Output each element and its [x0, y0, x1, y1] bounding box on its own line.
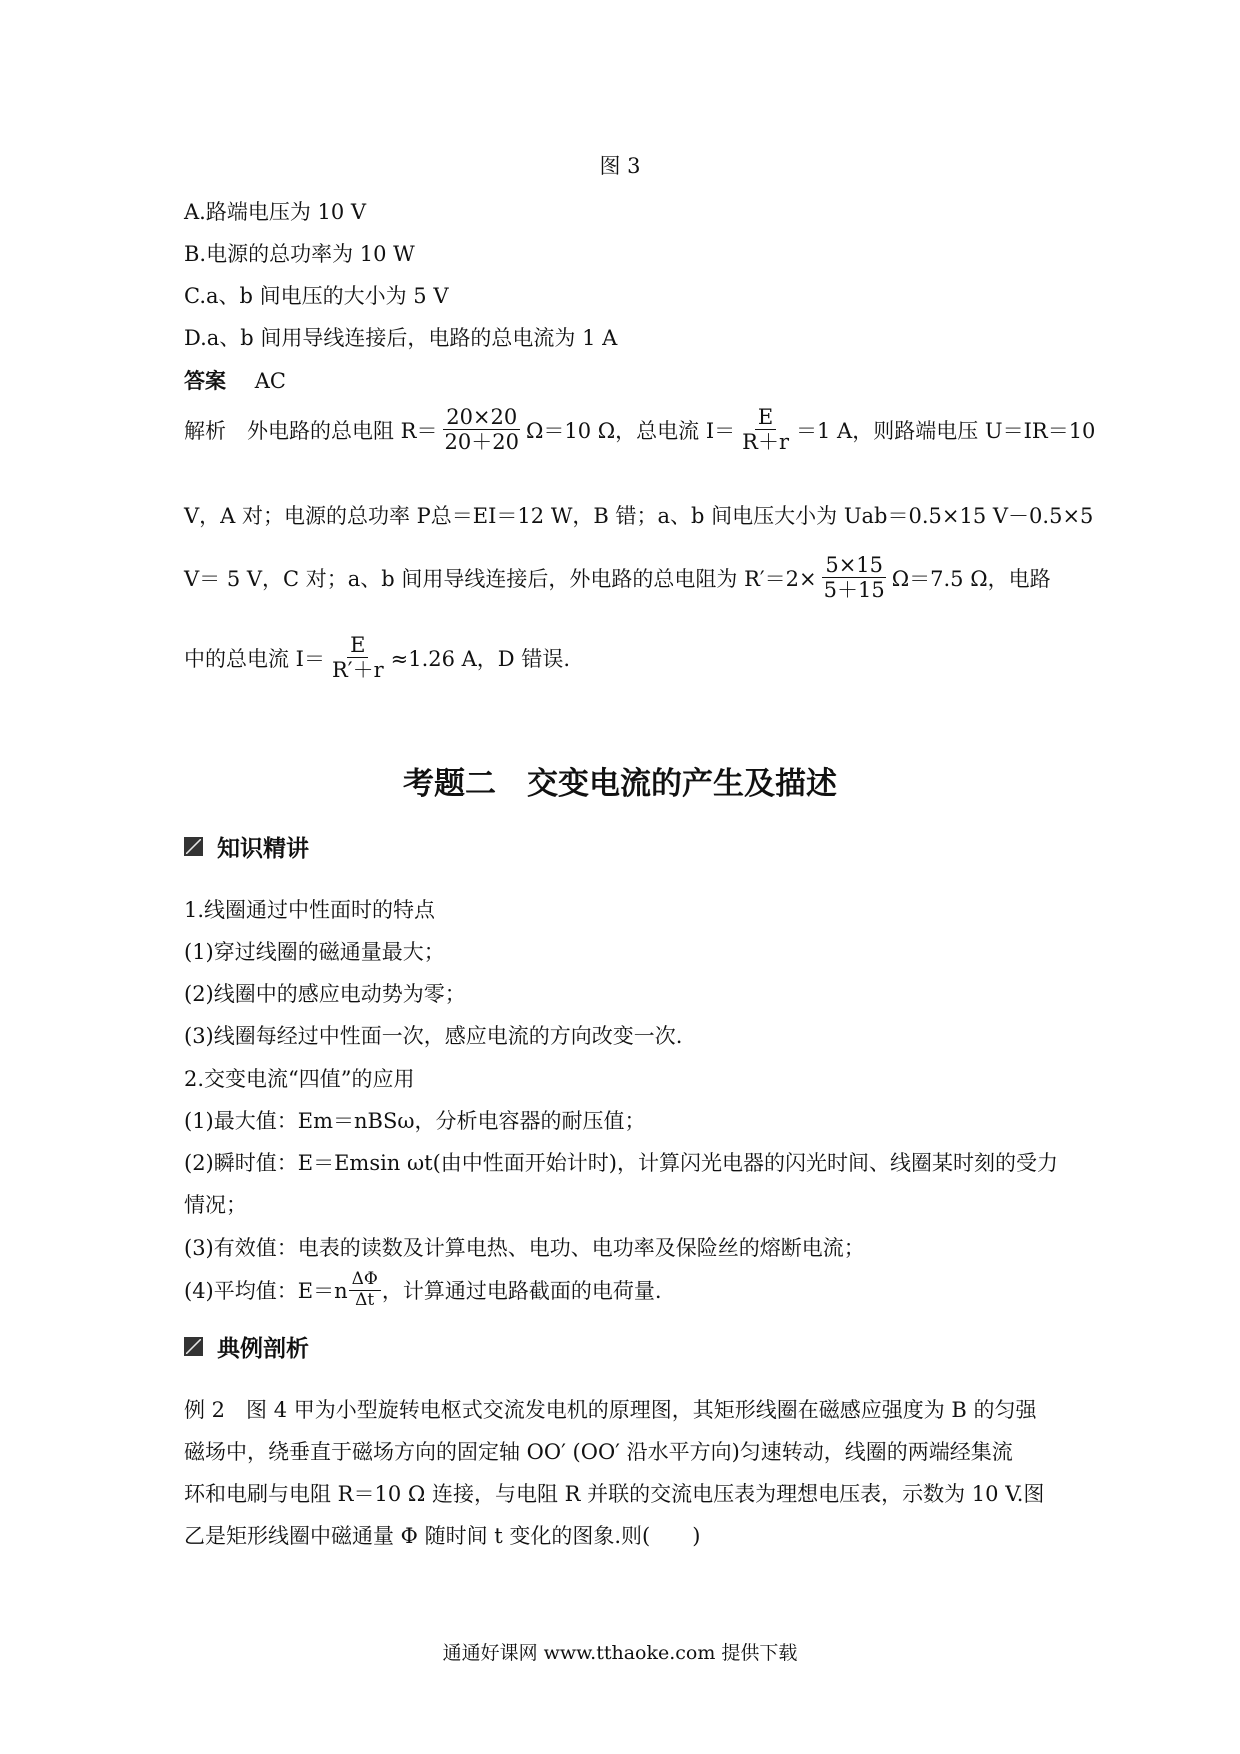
- example-line: 环和电刷与电阻 R＝10 Ω 连接，与电阻 R 并联的交流电压表为理想电压表，示数为 10 V.图: [184, 1482, 1045, 1506]
- fraction-parallel: [821, 553, 888, 602]
- section-title: 考题二 交变电流的产生及描述: [403, 766, 837, 802]
- knowledge-line: (2)线圈中的感应电动势为零；: [184, 982, 466, 1006]
- knowledge-text: ，计算通过电路截面的电荷量.: [381, 1279, 662, 1304]
- section-box-icon: [184, 1337, 203, 1356]
- option-a: A.路端电压为 10 V: [184, 200, 367, 224]
- example-line: 例 2 图 4 甲为小型旋转电枢式交流发电机的原理图，其矩形线圈在磁感应强度为 B 的匀强: [184, 1398, 1037, 1422]
- analysis-text: V＝ 5 V，C 对；a、b 间用导线连接后，外电路的总电阻为 R′＝2×: [184, 566, 817, 591]
- fraction-denominator: R′＋r: [331, 658, 384, 683]
- knowledge-line: (2)瞬时值：E＝Emsin ωt(由中性面开始计时)，计算闪光电器的闪光时间、线圈某时刻的受力: [184, 1151, 1058, 1175]
- example-heading-label: 典例剖析: [217, 1336, 309, 1362]
- option-d: D.a、b 间用导线连接后，电路的总电流为 1 A: [184, 326, 618, 350]
- analysis-text: 中的总电流 I＝: [184, 646, 325, 671]
- fraction-numerator: 20×20: [443, 405, 520, 430]
- knowledge-line: 1.线圈通过中性面时的特点: [184, 898, 436, 922]
- fraction-current: [739, 405, 792, 454]
- answer-value: AC: [254, 369, 286, 393]
- knowledge-heading: [184, 830, 309, 863]
- footer: 通通好课网 www.tthaoke.com 提供下载: [442, 1642, 798, 1664]
- analysis-text: ≈1.26 A，D 错误.: [390, 646, 570, 671]
- analysis-line-2: V，A 对；电源的总功率 P总＝EI＝12 W，B 错；a、b 间电压大小为 Uab＝0.5×15 V－0.5×5: [184, 504, 1094, 528]
- fraction-denominator: Δt: [355, 1289, 375, 1310]
- figure-caption: 图 3: [599, 154, 641, 178]
- knowledge-line: (1)最大值：Em＝nBSω，分析电容器的耐压值；: [184, 1109, 646, 1133]
- fraction-numerator: ΔΦ: [349, 1270, 381, 1291]
- knowledge-line: (3)线圈每经过中性面一次，感应电流的方向改变一次.: [184, 1024, 683, 1048]
- fraction-numerator: 5×15: [822, 553, 886, 578]
- fraction-total-current: [329, 633, 387, 682]
- option-c: C.a、b 间电压的大小为 5 V: [184, 284, 449, 308]
- analysis-text: Ω＝7.5 Ω，电路: [891, 566, 1051, 591]
- example-line: 乙是矩形线圈中磁通量 Φ 随时间 t 变化的图象.则( ): [184, 1524, 701, 1548]
- fraction-average: [349, 1270, 381, 1310]
- analysis-text: 解析 外电路的总电阻 R＝: [184, 418, 438, 443]
- analysis-line-1: [184, 405, 1095, 454]
- answer-label: 答案: [184, 369, 226, 393]
- analysis-text: Ω＝10 Ω，总电流 I＝: [525, 418, 736, 443]
- option-b: B.电源的总功率为 10 W: [184, 242, 415, 266]
- knowledge-text: (4)平均值：E＝n: [184, 1279, 348, 1304]
- fraction-denominator: R＋r: [742, 430, 790, 455]
- fraction-denominator: 5＋15: [823, 578, 885, 603]
- analysis-line-4: [184, 633, 570, 682]
- knowledge-heading-label: 知识精讲: [217, 836, 309, 862]
- knowledge-line: 2.交变电流“四值”的应用: [184, 1067, 415, 1091]
- analysis-text: ＝1 A，则路端电压 U＝IR＝10: [796, 418, 1096, 443]
- example-line: 磁场中，绕垂直于磁场方向的固定轴 OO′ (OO′ 沿水平方向)匀速转动，线圈的两端经集流: [184, 1440, 1013, 1464]
- fraction-numerator: E: [347, 633, 368, 658]
- example-heading: [184, 1330, 309, 1363]
- knowledge-average-line: [184, 1270, 662, 1310]
- answer-line: [184, 365, 286, 395]
- fraction-numerator: E: [755, 405, 776, 430]
- knowledge-line: (1)穿过线圈的磁通量最大；: [184, 940, 445, 964]
- knowledge-line: 情况；: [184, 1193, 247, 1217]
- fraction-denominator: 20＋20: [444, 430, 519, 455]
- analysis-line-3: [184, 553, 1051, 602]
- fraction-resistance: [442, 405, 522, 454]
- section-box-icon: [184, 837, 203, 856]
- knowledge-line: (3)有效值：电表的读数及计算电热、电功、电功率及保险丝的熔断电流；: [184, 1236, 865, 1260]
